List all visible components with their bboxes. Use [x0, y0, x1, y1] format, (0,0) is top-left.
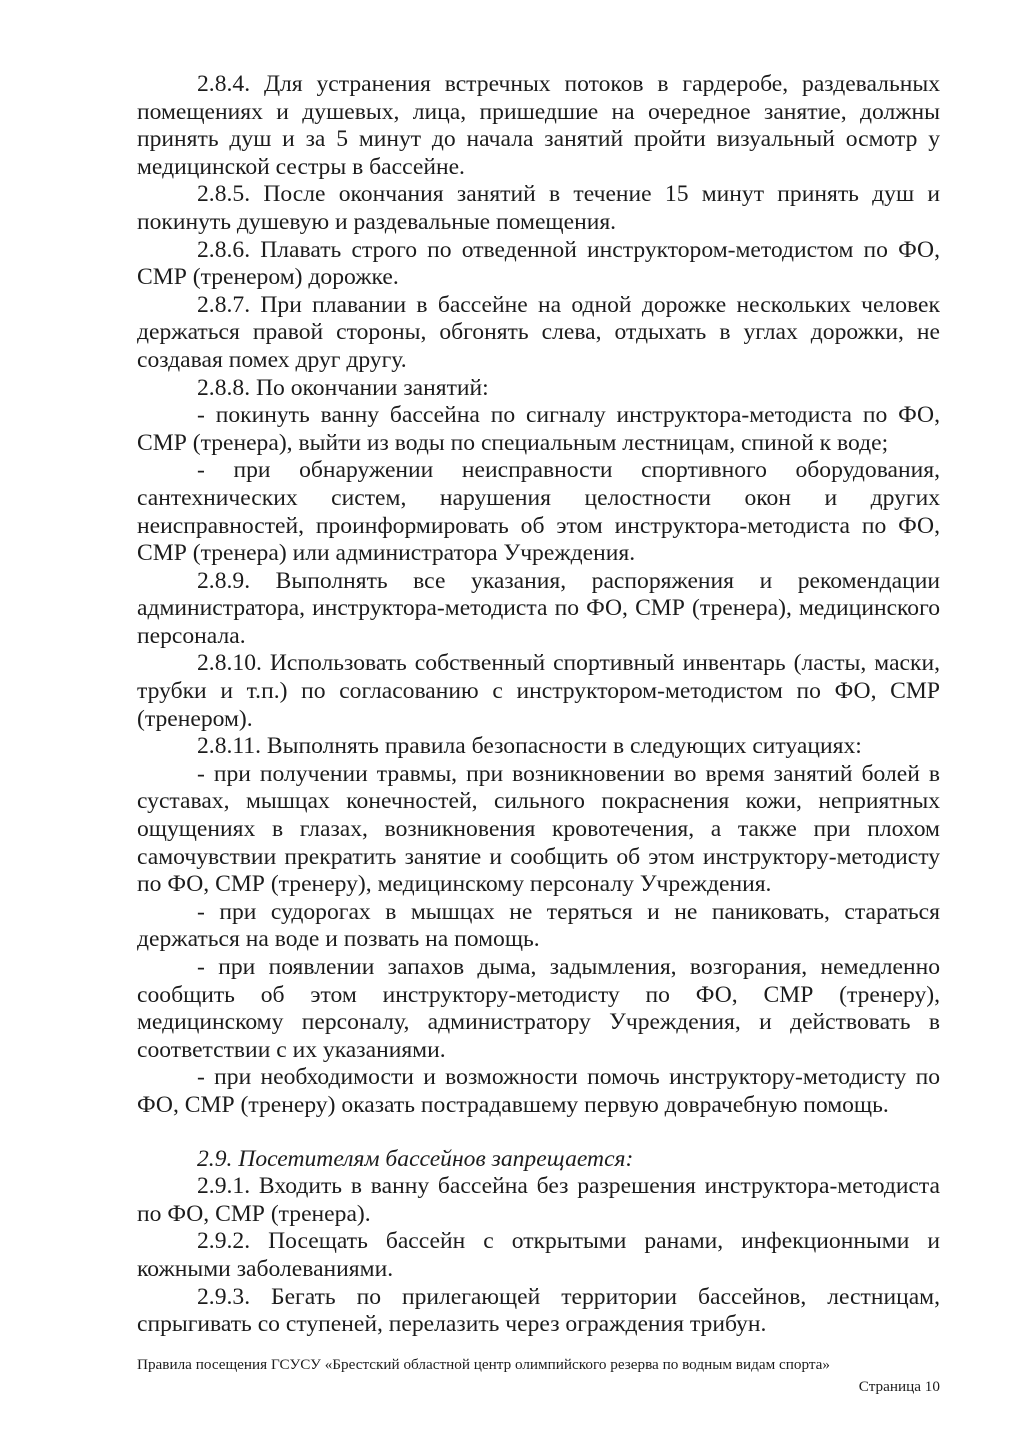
document-body — [137, 71, 940, 1339]
paragraph-2-8-8: 2.8.8. По окончании занятий: — [197, 374, 489, 401]
paragraph-2-8-5: 2.8.5. После окончания занятий в течение 15 минут принять душ и покинуть душевую и раздевальные помещения. — [137, 181, 940, 235]
page-number: Страница 10 — [858, 1378, 940, 1395]
paragraph-2-8-9: 2.8.9. Выполнять все указания, распоряжения и рекомендации администратора, инструктора-методиста по ФО, СМР (тренера), медицинского персонала. — [137, 567, 940, 649]
paragraph-2-9-2: 2.9.2. Посещать бассейн с открытыми ранами, инфекционными и кожными заболеваниями. — [137, 1228, 940, 1282]
section-heading-2-9: 2.9. Посетителям бассейнов запрещается: — [197, 1145, 634, 1172]
paragraph-2-8-7: 2.8.7. При плавании в бассейне на одной дорожке нескольких человек держаться правой стороны, обгонять слева, отдыхать в углах дорожки, не создавая помех друг другу. — [137, 291, 940, 373]
paragraph-2-8-11-item-first-aid: - при необходимости и возможности помочь инструктору-методисту по ФО, СМР (тренеру) оказать пострадавшему первую доврачебную помощь. — [137, 1064, 940, 1118]
paragraph-2-8-11-item-injury: - при получении травмы, при возникновении во время занятий болей в суставах, мышцах конечностей, сильного покраснения кожи, неприятных ощущениях в глазах, возникновения кровотечения, а также при плохом самочувствии прекратить занятие и сообщить об этом инструктору-методисту по ФО, СМР (тренеру), медицинскому персоналу Учреждения. — [137, 760, 940, 898]
paragraph-2-9-3: 2.9.3. Бегать по прилегающей территории бассейнов, лестницам, спрыгивать со ступеней, перелазить через ограждения трибун. — [137, 1283, 940, 1338]
paragraph-2-8-10: 2.8.10. Использовать собственный спортивный инвентарь (ласты, маски, трубки и т.п.) по согласованию с инструктором-методистом по ФО, СМР (тренером). — [137, 650, 940, 732]
paragraph-2-8-11: 2.8.11. Выполнять правила безопасности в следующих ситуациях: — [197, 733, 862, 760]
paragraph-2-8-11-item-smoke: - при появлении запахов дыма, задымления, возгорания, немедленно сообщить об этом инструктору-методисту по ФО, СМР (тренеру), медицинскому персоналу, администратору Учреждения, и действовать в соответствии с их указаниями. — [137, 954, 940, 1063]
paragraph-2-9-1: 2.9.1. Входить в ванну бассейна без разрешения инструктора-методиста по ФО, СМР (тренера). — [137, 1173, 940, 1227]
paragraph-2-8-8-item-exit: - покинуть ванну бассейна по сигналу инструктора-методиста по ФО, СМР (тренера), выйти из воды по специальным лестницам, спиной к воде; — [137, 402, 940, 456]
paragraph-2-8-6: 2.8.6. Плавать строго по отведенной инструктором-методистом по ФО, СМР (тренером) дорожке. — [137, 236, 940, 291]
paragraph-2-8-4: 2.8.4. Для устранения встречных потоков в гардеробе, раздевальных помещениях и душевых, лица, пришедшие на очередное занятие, должны принять душ и за 5 минут до начала занятий пройти визуальный осмотр у медицинской сестры в бассейне. — [137, 71, 940, 180]
paragraph-2-8-8-item-faults: - при обнаружении неисправности спортивного оборудования, сантехнических систем, нарушения целостности окон и других неисправностей, проинформировать об этом инструктора-методиста по ФО, СМР (тренера) или администратора Учреждения. — [137, 457, 940, 567]
footer-title: Правила посещения ГСУСУ «Брестский областной центр олимпийского резерва по водным видам спорта» — [137, 1356, 830, 1373]
paragraph-2-8-11-item-cramps: - при судорогах в мышцах не теряться и не паниковать, стараться держаться на воде и позвать на помощь. — [137, 898, 940, 953]
